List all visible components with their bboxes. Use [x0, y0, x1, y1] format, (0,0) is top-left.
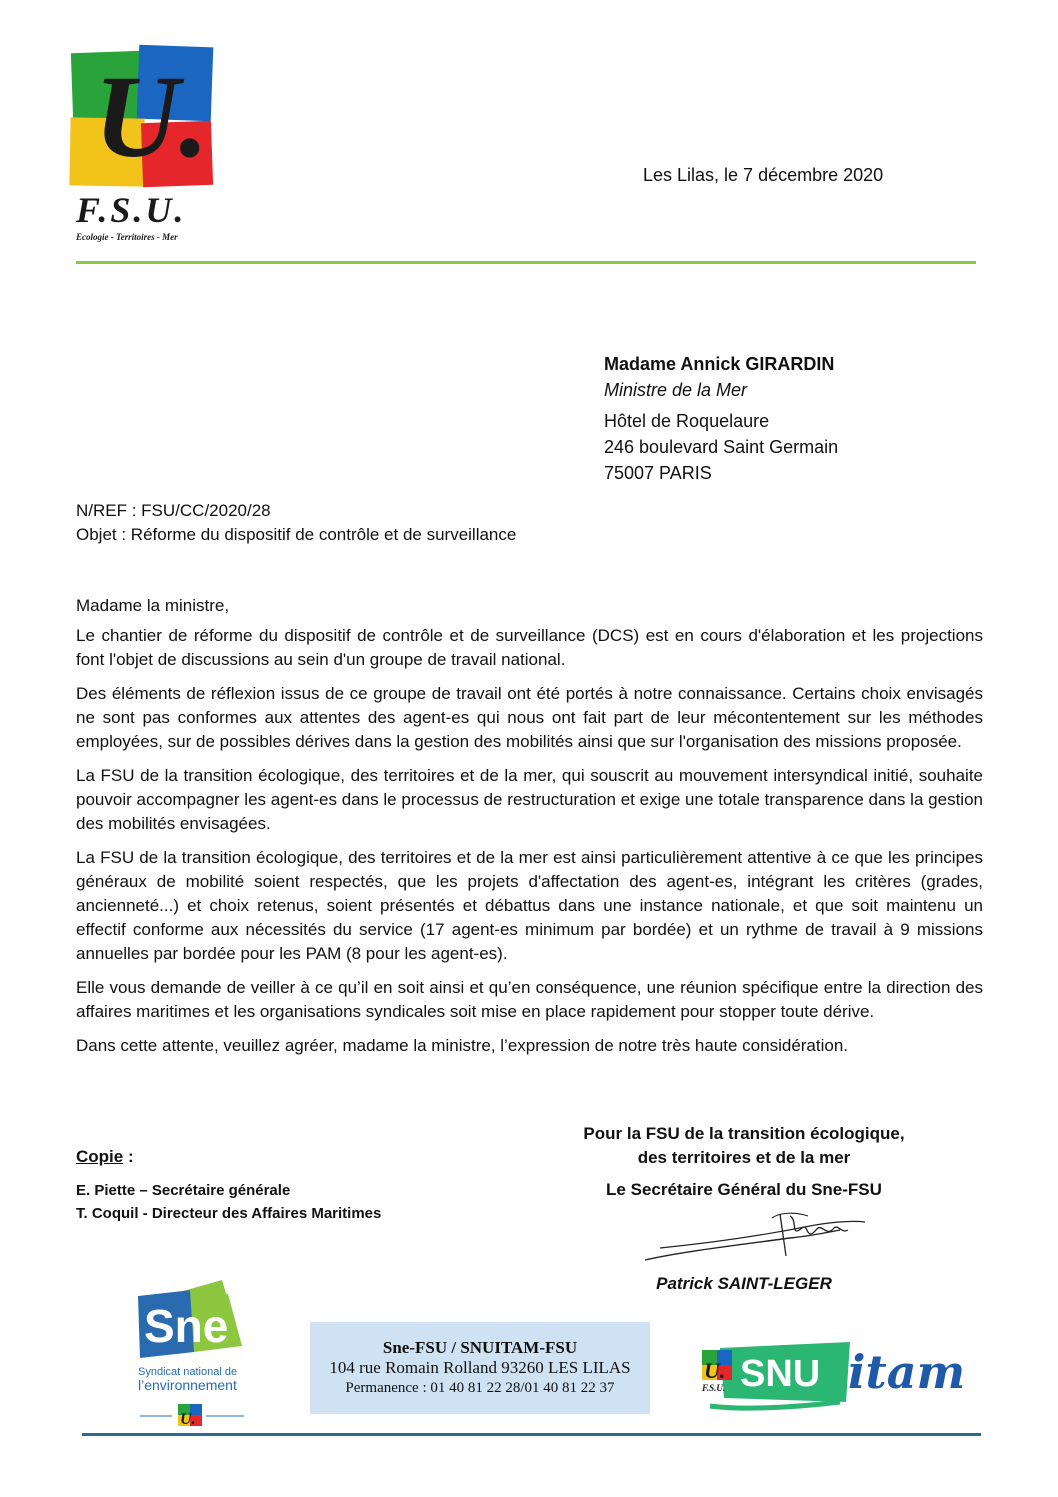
- copy-label-suffix: :: [123, 1147, 134, 1166]
- footer-divider: [82, 1433, 981, 1436]
- sne-logo-graphic: [130, 1276, 260, 1431]
- greeting: Madame la ministre,: [76, 596, 230, 615]
- letter-date: Les Lilas, le 7 décembre 2020: [643, 165, 884, 185]
- handwritten-signature: [640, 1208, 870, 1268]
- snuitam-main-text: SNU: [740, 1353, 821, 1395]
- signature-line: Pour la FSU de la transition écologique,: [583, 1124, 905, 1143]
- logo-acronym: F.S.U.: [76, 190, 187, 230]
- header-divider: [76, 261, 976, 264]
- footer-address-box: [310, 1322, 650, 1414]
- body-paragraph: La FSU de la transition écologique, des territoires et de la mer est ainsi particulièrement attentive à ce que les principes généraux de mobilité soient respectés, que les projets d'affectation des agent-es, intégrant les critères (grades, ancienneté...) et choix retenus, soient présentés et débattus dans une instance nationale, et que soit maintenu un effectif conforme aux nécessités du service (17 agent-es minimum par bordée) et un rythme de travail à 9 missions annuelles par bordée pour les PAM (8 pour les agent-es).: [76, 848, 983, 963]
- snuitam-fsu-small: F.S.U.: [702, 1383, 726, 1393]
- footer-phone: Permanence : 01 40 81 22 28/01 40 81 22 37: [345, 1380, 615, 1396]
- signature-organization: [560, 1122, 928, 1170]
- object-line: Objet : Réforme du dispositif de contrôle et de surveillance: [76, 525, 517, 544]
- closing-paragraph: Dans cette attente, veuillez agréer, madame la ministre, l’expression de notre très haute considération.: [76, 1036, 849, 1055]
- snuitam-script-text: itam: [848, 1345, 966, 1399]
- footer-address: 104 rue Romain Rolland 93260 LES LILAS: [329, 1358, 631, 1377]
- footer-organizations: Sne-FSU / SNUITAM-FSU: [382, 1338, 578, 1357]
- recipient-address-line: 75007 PARIS: [604, 463, 712, 483]
- recipient-name: Madame Annick GIRARDIN: [604, 354, 835, 374]
- copy-label-text: Copie: [76, 1147, 124, 1166]
- signatory-title: Le Secrétaire Général du Sne-FSU: [606, 1180, 882, 1199]
- copy-recipient: E. Piette – Secrétaire générale: [76, 1182, 291, 1199]
- sne-logo-text: Sne: [144, 1300, 229, 1352]
- body-paragraph: La FSU de la transition écologique, des territoires et de la mer, qui souscrit au mouvement intersyndical initié, souhaite pouvoir accompagner les agent-es dans le processus de restructuration et exige une totale transparence dans la gestion des mobilités envisagées.: [76, 766, 983, 833]
- recipient-address-line: 246 boulevard Saint Germain: [604, 437, 839, 457]
- sne-logo: [130, 1276, 260, 1431]
- logo-tagline: Ecologie - Territoires - Mer: [76, 232, 178, 242]
- snuitam-logo: [700, 1322, 975, 1422]
- body-paragraph: Elle vous demande de veiller à ce qu’il en soit ainsi et qu’en conséquence, une réunion spécifique entre la direction des affaires maritimes et les organisations syndicales soit mise en place rapidement pour stopper toute dérive.: [76, 978, 983, 1021]
- signature-line: des territoires et de la mer: [637, 1148, 851, 1167]
- copy-label: [76, 1147, 134, 1167]
- letter-body: [76, 594, 983, 1068]
- snuitam-fsu-mark: U.: [704, 1358, 726, 1383]
- logo-letters: U.: [94, 51, 209, 182]
- snuitam-logo-graphic: [700, 1322, 975, 1422]
- body-paragraph: Le chantier de réforme du dispositif de contrôle et de surveillance (DCS) est en cours d'élaboration et les projections font l'objet de discussions au sein d'un groupe de travail national.: [76, 626, 983, 669]
- body-paragraph: Des éléments de réflexion issus de ce groupe de travail ont été portés à notre connaissance. Certains choix envisagés ne sont pas conformes aux attentes des agent-es qui nous ont fait part de leur mécontentement sur les méthodes employées, sur de possibles dérives dans la gestion des mobilités ainsi que sur l'organisation des missions proposée.: [76, 684, 983, 751]
- recipient-address-line: Hôtel de Roquelaure: [604, 411, 770, 431]
- sne-logo-subtitle: Syndicat national de: [138, 1366, 238, 1378]
- reference-line: N/REF : FSU/CC/2020/28: [76, 501, 271, 520]
- signatory-name: Patrick SAINT-LEGER: [656, 1274, 832, 1293]
- sne-logo-fsu-mark: U.: [180, 1411, 196, 1428]
- fsu-logo: [68, 44, 216, 244]
- sne-logo-subtitle: l’environnement: [138, 1377, 237, 1393]
- recipient-title: Ministre de la Mer: [604, 380, 748, 400]
- copy-recipient: T. Coquil - Directeur des Affaires Maritimes: [76, 1205, 382, 1222]
